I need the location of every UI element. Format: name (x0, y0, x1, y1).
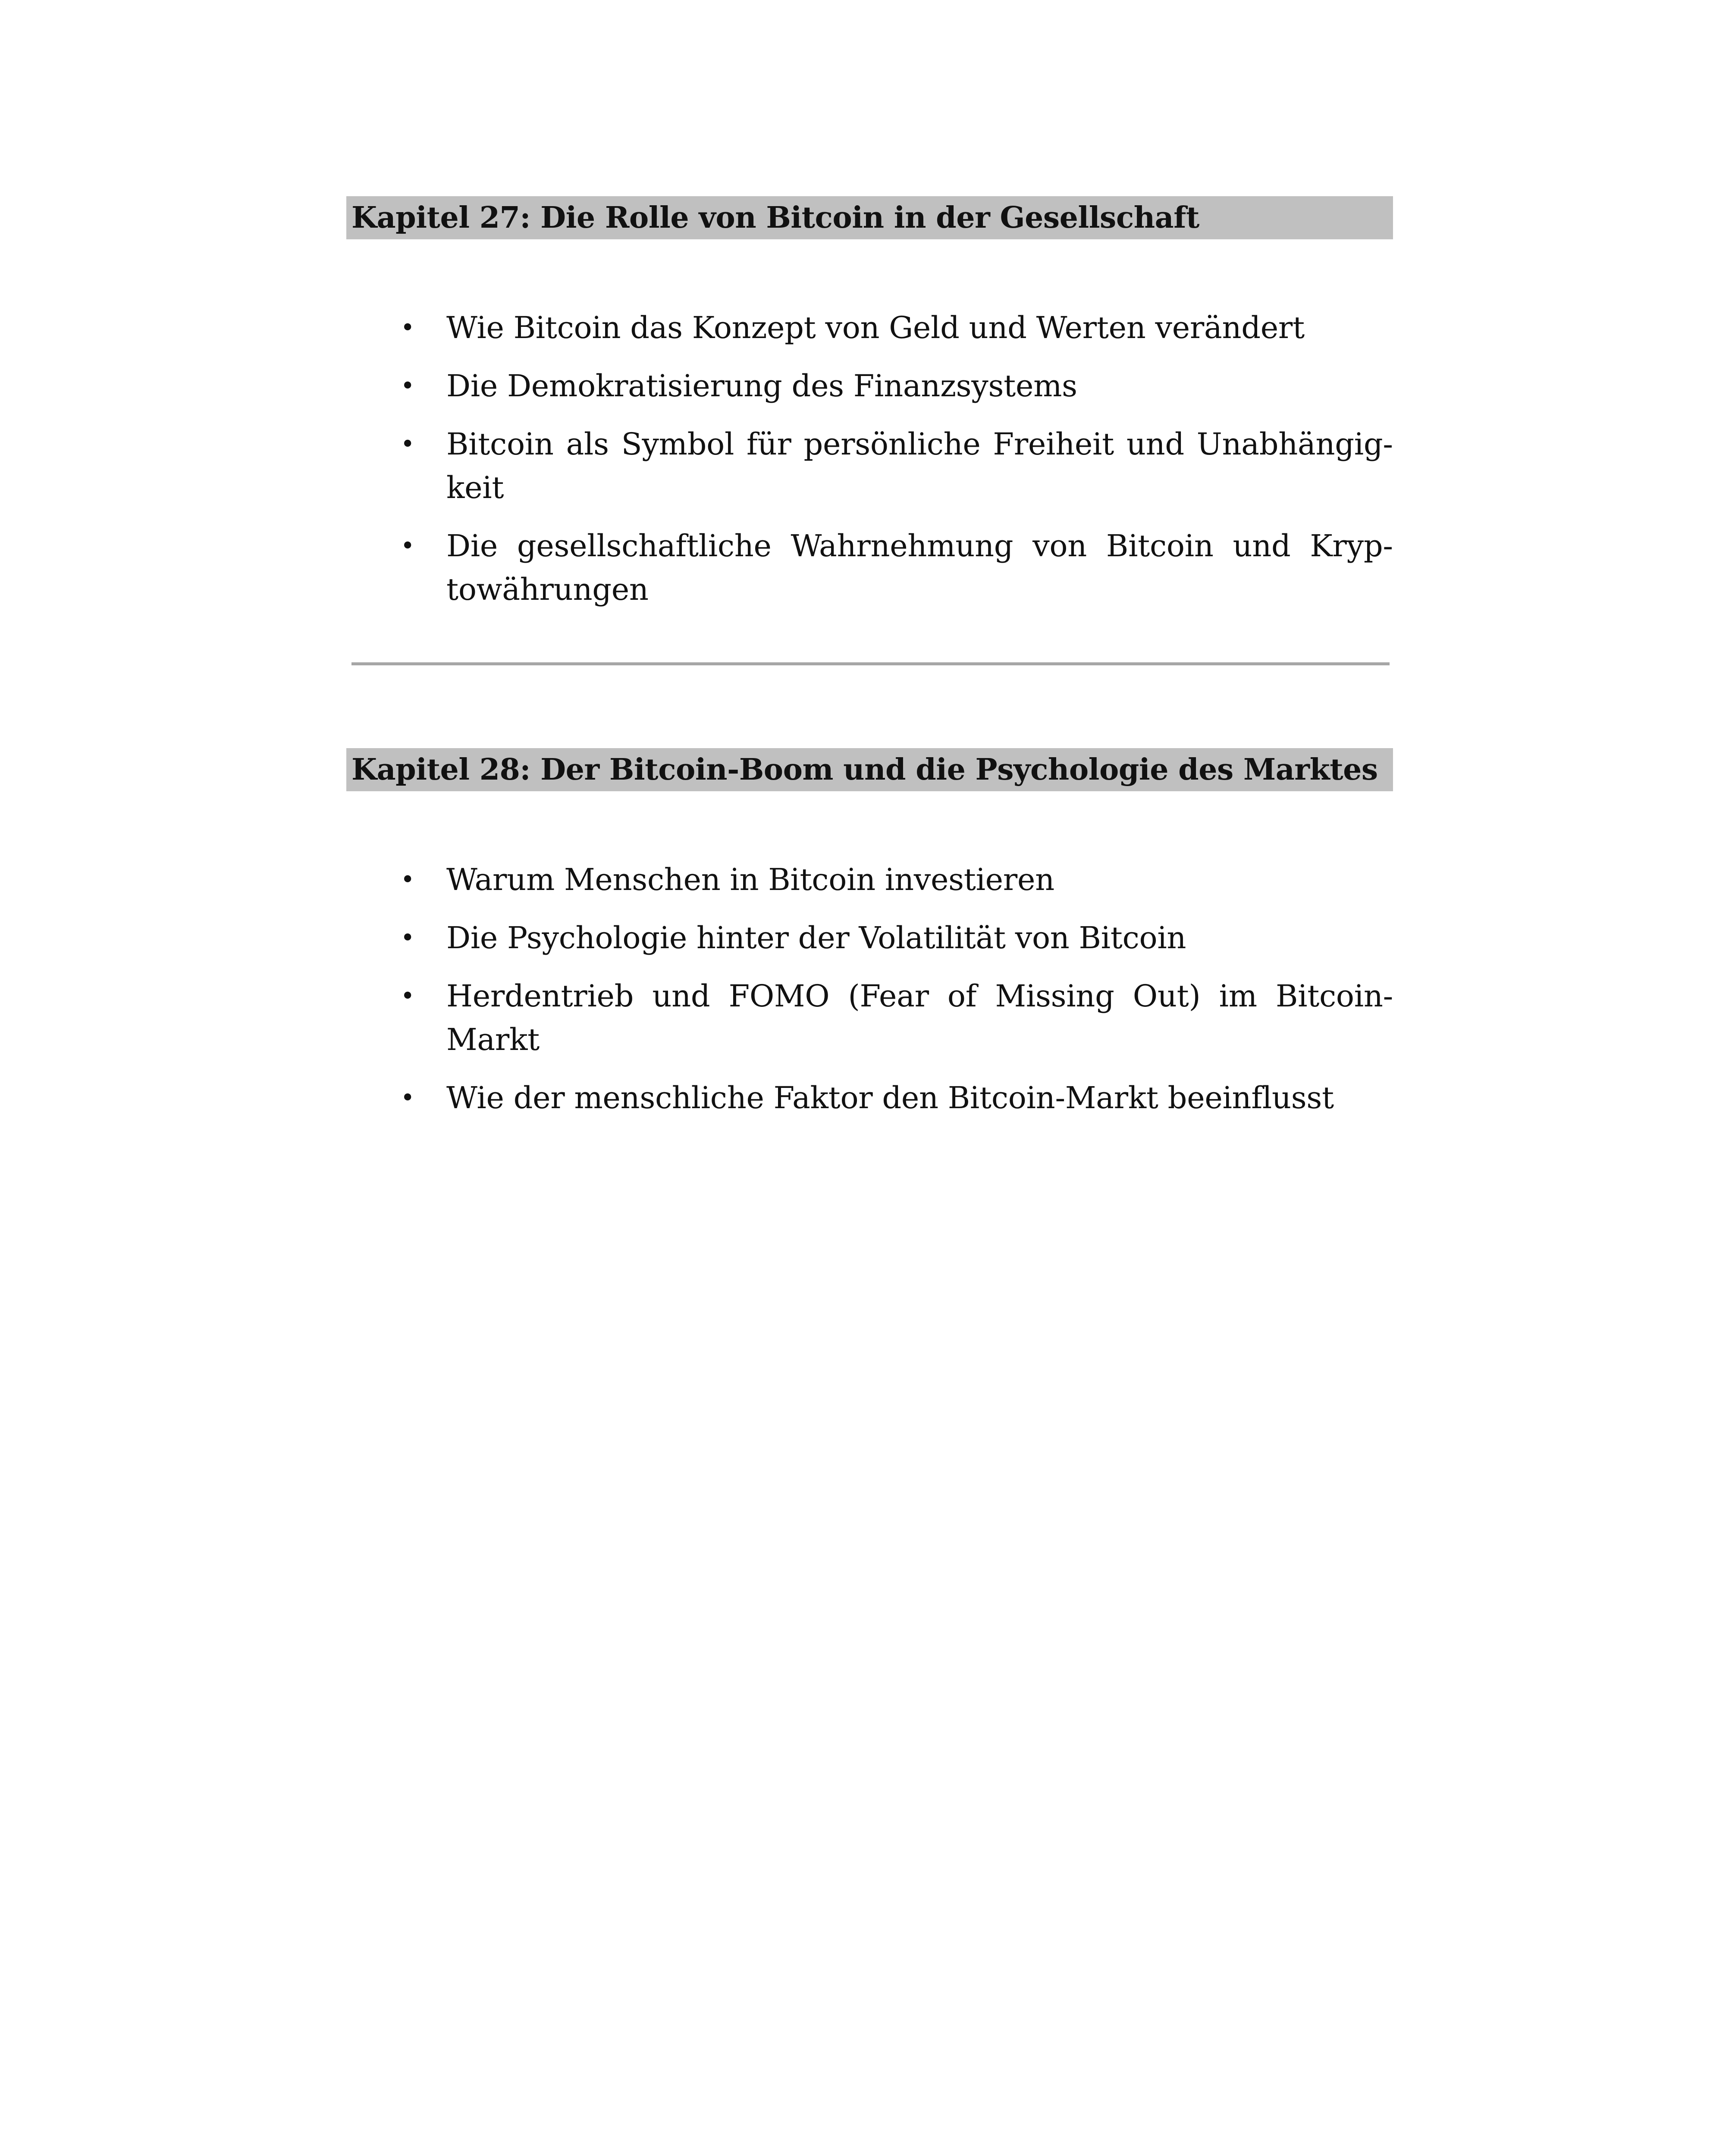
list-item (346, 364, 1393, 408)
list-item-text: Die gesellschaftliche Wahrnehmung von Bitcoin und Kryptowährungen (446, 528, 1393, 607)
list-item (346, 975, 1393, 1062)
list-item-text: Warum Menschen in Bitcoin investieren (446, 862, 1054, 897)
list-item-text: Wie Bitcoin das Konzept von Geld und Werten verändert (446, 310, 1305, 345)
list-item-text: Bitcoin als Symbol für persönliche Freiheit und Unabhängigkeit (446, 426, 1393, 505)
bullet-icon: • (400, 372, 415, 400)
bullet-icon: • (400, 924, 415, 952)
section-divider (351, 662, 1390, 665)
list-item (346, 858, 1393, 902)
bullet-icon: • (400, 532, 415, 560)
list-item (346, 306, 1393, 350)
chapter-topic-list (346, 306, 1393, 611)
list-item-text: Wie der menschliche Faktor den Bitcoin-Markt beeinflusst (446, 1080, 1334, 1116)
list-item (346, 524, 1393, 611)
list-item-text: Die Psychologie hinter der Volatilität von Bitcoin (446, 920, 1186, 956)
list-item-text: Die Demokratisierung des Finanzsystems (446, 368, 1077, 404)
chapter-heading: Kapitel 28: Der Bitcoin-Boom und die Psychologie des Marktes (346, 748, 1393, 791)
list-item (346, 916, 1393, 960)
bullet-icon: • (400, 982, 415, 1010)
chapter-28-section (346, 748, 1393, 1134)
chapter-27-section (346, 196, 1393, 626)
bullet-icon: • (400, 866, 415, 894)
list-item (346, 1076, 1393, 1120)
chapter-topic-list (346, 858, 1393, 1120)
chapter-heading: Kapitel 27: Die Rolle von Bitcoin in der Gesellschaft (346, 196, 1393, 239)
bullet-icon: • (400, 1084, 415, 1112)
bullet-icon: • (400, 314, 415, 342)
list-item-text: Herdentrieb und FOMO (Fear of Missing Out) im Bitcoin-Markt (446, 978, 1393, 1057)
bullet-icon: • (400, 430, 415, 458)
list-item (346, 423, 1393, 510)
